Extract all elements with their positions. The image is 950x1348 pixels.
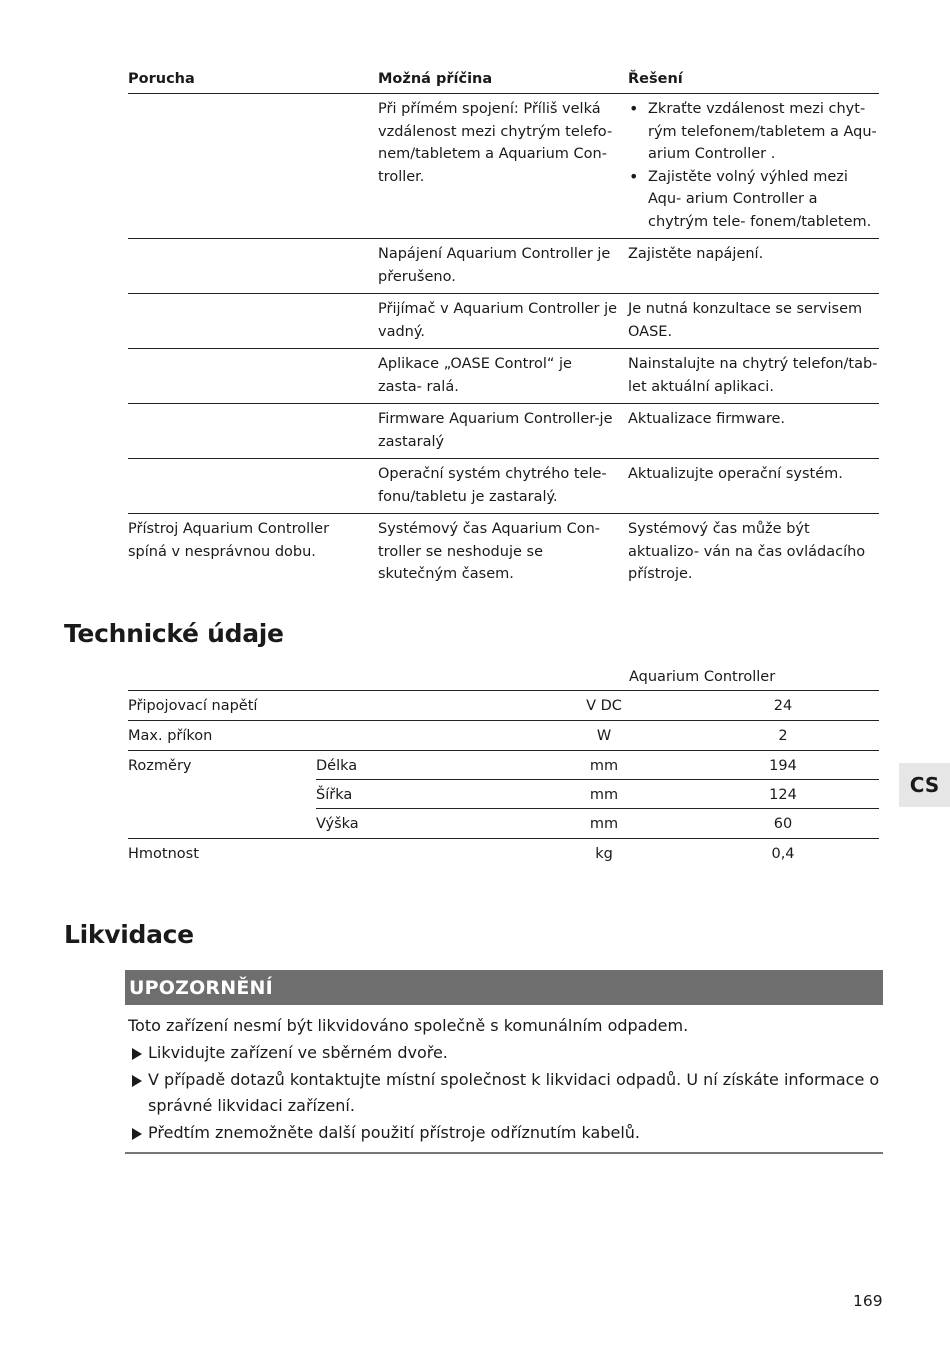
header-cause: Možná příčina [378, 71, 493, 87]
section-heading-technical-data: Technické údaje [64, 619, 284, 648]
fault-cell: Přístroj Aquarium Controller spíná v nesprávnou dobu. [128, 521, 330, 560]
fault-cell [128, 459, 378, 513]
solution-cell: Systémový čas může být aktualizo- ván na čas ovládacího přístroje. [628, 521, 866, 582]
table-row [128, 94, 879, 239]
list-item: Předtím znemožněte další použití přístroje odříznutím kabelů. [128, 1120, 883, 1146]
table-row [128, 294, 879, 349]
row-sublabel: Délka [316, 758, 358, 774]
page-number: 169 [853, 1292, 883, 1310]
row-label: Hmotnost [128, 846, 199, 862]
technical-data-table [128, 662, 879, 868]
table-row [128, 839, 879, 868]
notice-body [125, 1005, 883, 1154]
notice-intro: Toto zařízení nesmí být likvidováno společně s komunálním odpadem. [128, 1016, 689, 1035]
row-value: 60 [773, 816, 793, 832]
solution-cell: Zajistěte napájení. [628, 246, 764, 262]
notice-title: UPOZORNĚNÍ [125, 970, 883, 1005]
fault-table-header [128, 68, 879, 94]
solution-cell [628, 94, 879, 238]
row-sublabel: Výška [316, 816, 359, 832]
row-value: 24 [773, 698, 793, 714]
list-item: • Zajistěte volný výhled mezi Aqu- arium Controller a chytrým tele- fonem/tabletem. [628, 166, 879, 234]
table-row [128, 404, 879, 459]
table-row [128, 349, 879, 404]
fault-cell [128, 349, 378, 403]
row-unit: mm [589, 758, 619, 774]
section-heading-disposal: Likvidace [64, 920, 194, 949]
table-row [128, 721, 879, 751]
row-value: 0,4 [771, 846, 795, 862]
cause-cell: Přijímač v Aquarium Controller je vadný. [378, 301, 618, 340]
cause-cell: Systémový čas Aquarium Con- troller se neshoduje se skutečným časem. [378, 521, 601, 582]
row-sublabel: Šířka [316, 787, 353, 803]
table-row [128, 691, 879, 721]
solution-cell: Je nutná konzultace se servisem OASE. [628, 301, 863, 340]
row-unit: mm [589, 816, 619, 832]
table-row [128, 809, 879, 839]
row-unit: kg [595, 846, 613, 862]
row-value: 124 [769, 787, 797, 803]
cause-cell: Firmware Aquarium Controller-je zastaralý [378, 411, 613, 450]
solution-list [628, 98, 879, 233]
row-value: 194 [769, 758, 797, 774]
row-label: Připojovací napětí [128, 698, 258, 714]
table-row [128, 459, 879, 514]
list-item: V případě dotazů kontaktujte místní společnost k likvidaci odpadů. U ní získáte informace o správné likvidaci zařízení. [128, 1067, 883, 1119]
solution-cell: Nainstalujte na chytrý telefon/tab- let aktuální aplikaci. [628, 356, 878, 395]
column-header: Aquarium Controller [629, 669, 776, 685]
row-label: Max. příkon [128, 728, 213, 744]
cause-cell: Při přímém spojení: Příliš velká vzdálenost mezi chytrým telefo- nem/tabletem a Aquarium Con- troller. [378, 101, 613, 185]
table-row [128, 780, 879, 809]
table-row [128, 751, 879, 780]
fault-cell [128, 239, 378, 293]
row-unit: W [596, 728, 612, 744]
header-solution: Řešení [628, 71, 683, 87]
fault-table [128, 68, 879, 591]
cause-cell: Aplikace „OASE Control“ je zasta- ralá. [378, 356, 572, 395]
row-unit: V DC [586, 698, 622, 714]
table-row [128, 239, 879, 294]
solution-cell: Aktualizujte operační systém. [628, 466, 843, 482]
header-fault: Porucha [128, 71, 195, 87]
fault-cell [128, 294, 378, 348]
fault-cell [128, 404, 378, 458]
cause-cell: Napájení Aquarium Controller je přerušeno. [378, 246, 611, 285]
row-value: 2 [778, 728, 788, 744]
list-item: Likvidujte zařízení ve sběrném dvoře. [128, 1040, 883, 1066]
table-row [128, 514, 879, 591]
row-unit: mm [589, 787, 619, 803]
language-tab: CS [899, 763, 950, 807]
tech-table-header [128, 662, 879, 691]
fault-cell [128, 94, 378, 238]
notice-box [125, 970, 883, 1154]
cause-cell: Operační systém chytrého tele- fonu/tabletu je zastaralý. [378, 466, 607, 505]
solution-cell: Aktualizace firmware. [628, 411, 786, 427]
row-label: Rozměry [128, 758, 192, 774]
list-item: • Zkraťte vzdálenost mezi chyt- rým telefonem/tabletem a Aqu- arium Controller . [628, 98, 879, 166]
